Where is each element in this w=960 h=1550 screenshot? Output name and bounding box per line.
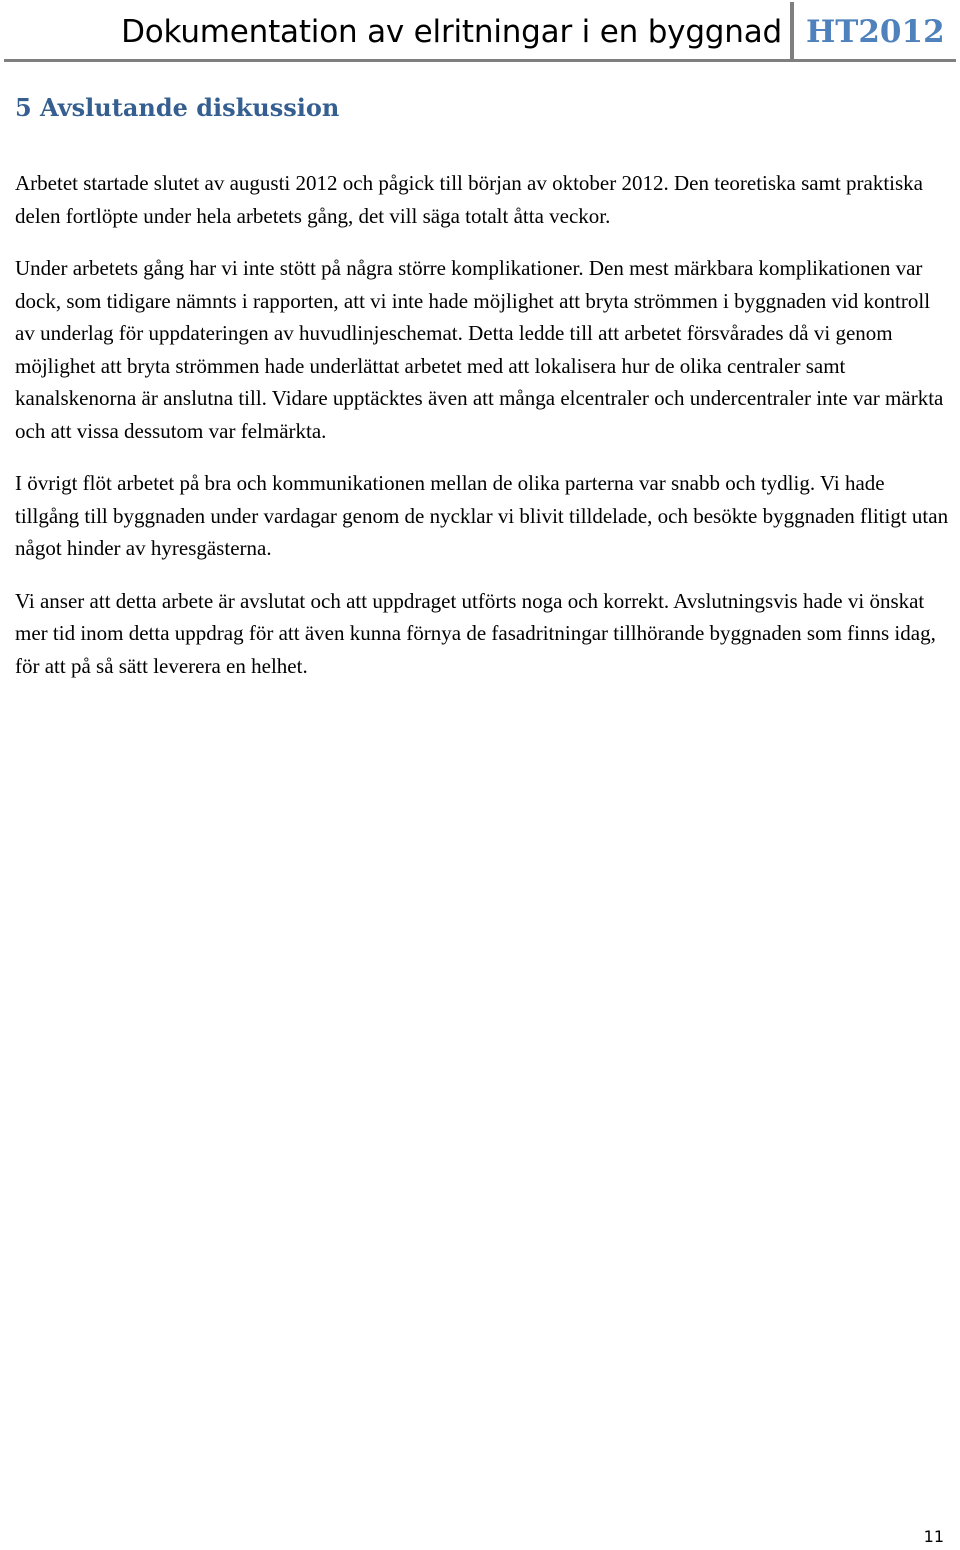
document-title: Dokumentation av elritningar i en byggnad [121, 14, 782, 50]
header-divider [790, 2, 794, 60]
paragraph: I övrigt flöt arbetet på bra och kommunikationen mellan de olika parterna var snabb och tydlig. Vi hade tillgång till byggnaden under vardagar genom de nycklar vi blivit tilldelade, och besökte byggnaden flitigt utan något hinder av hyresgästerna. [15, 471, 949, 560]
section-body [15, 167, 950, 702]
paragraph: Vi anser att detta arbete är avslutat och att uppdraget utförts noga och korrekt. Avslutningsvis hade vi önskat mer tid inom detta uppdrag för att även kunna förnya de fasadritningar tillhörande byggnaden som finns idag, för att på så sätt leverera en helhet. [15, 588, 936, 678]
paragraph: Under arbetets gång har vi inte stött på några större komplikationer. Den mest märkbara komplikationen var dock, som tidigare nämnts i rapporten, att vi inte hade möjlighet att bryta strömmen i byggnaden vid kontroll av underlag för uppdateringen av huvudlinjeschemat. Detta ledde till att arbetet försvårades då vi genom möjlighet att bryta strömmen hade underlättat arbetet med att lokalisera hur de olika centraler samt kanalskenorna är anslutna till. Vidare upptäcktes även att många elcentraler och undercentraler inte var märkta och att vissa dessutom var felmärkta. [15, 256, 944, 443]
header-rule [4, 59, 956, 62]
document-term: HT2012 [806, 14, 945, 50]
page-header [0, 0, 960, 64]
page-number: 11 [923, 1527, 944, 1546]
section-heading: 5 Avslutande diskussion [15, 93, 340, 122]
paragraph: Arbetet startade slutet av augusti 2012 och pågick till början av oktober 2012. Den teoretiska samt praktiska delen fortlöpte under hela arbetets gång, det vill säga totalt åtta veckor. [15, 171, 924, 228]
